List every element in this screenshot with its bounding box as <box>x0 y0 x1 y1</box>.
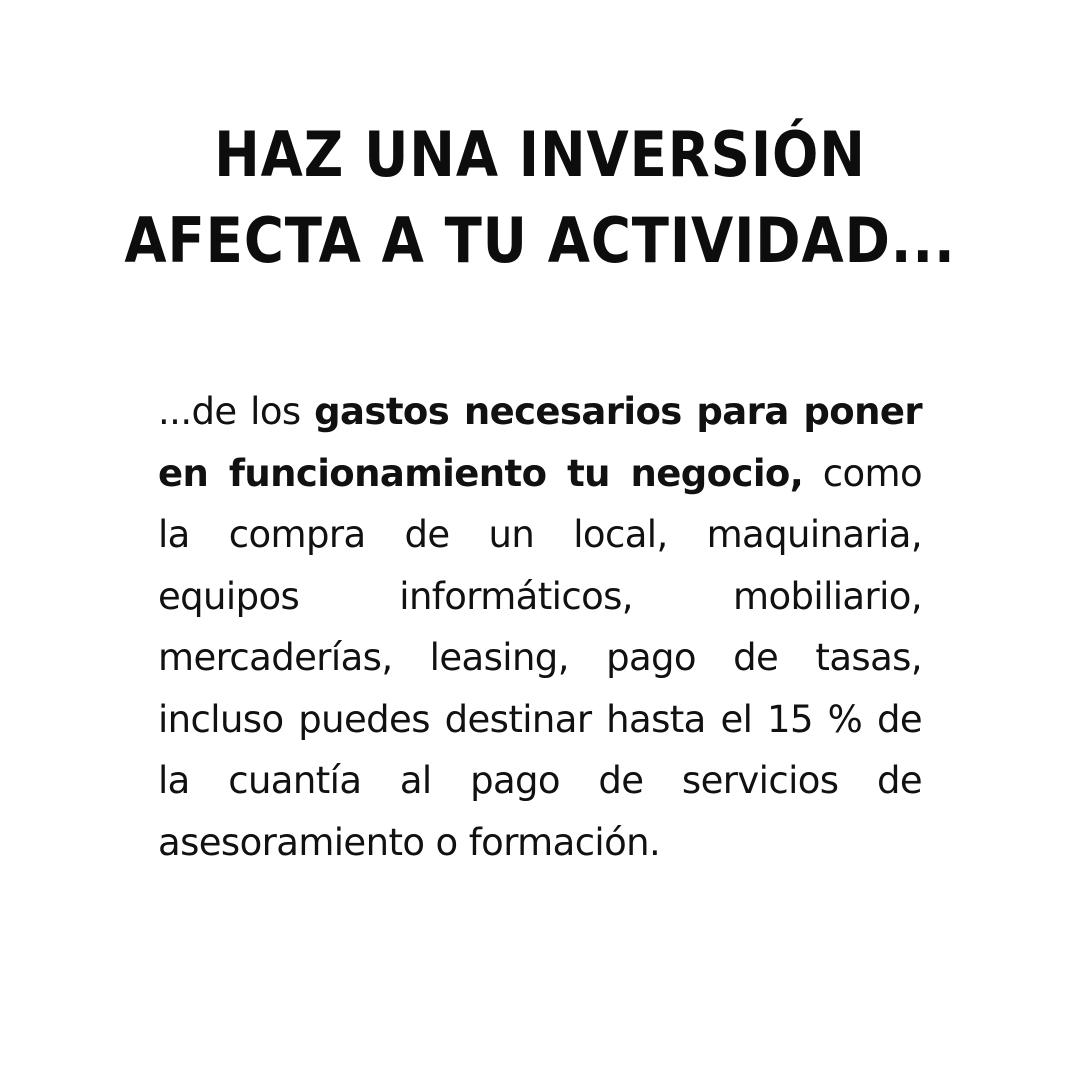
body-rest-text: como la compra de un local, maquinaria, equipos informáticos, mobiliario, mercaderías, leasing, pago de tasas, incluso puedes destinar hasta el 15 % de la cuantía al pago de servicios de asesoramiento o formación. <box>158 451 922 864</box>
body-bold-phrase: gastos necesarios para poner en funcionamiento tu negocio, <box>158 390 922 495</box>
title-line-2: AFECTA A TU ACTIVIDAD... <box>124 204 956 277</box>
slide-title <box>65 112 1015 284</box>
body-paragraph <box>158 381 922 873</box>
body-intro-text: ...de los <box>158 390 315 433</box>
title-line-1: HAZ UNA INVERSIÓN <box>214 118 866 191</box>
